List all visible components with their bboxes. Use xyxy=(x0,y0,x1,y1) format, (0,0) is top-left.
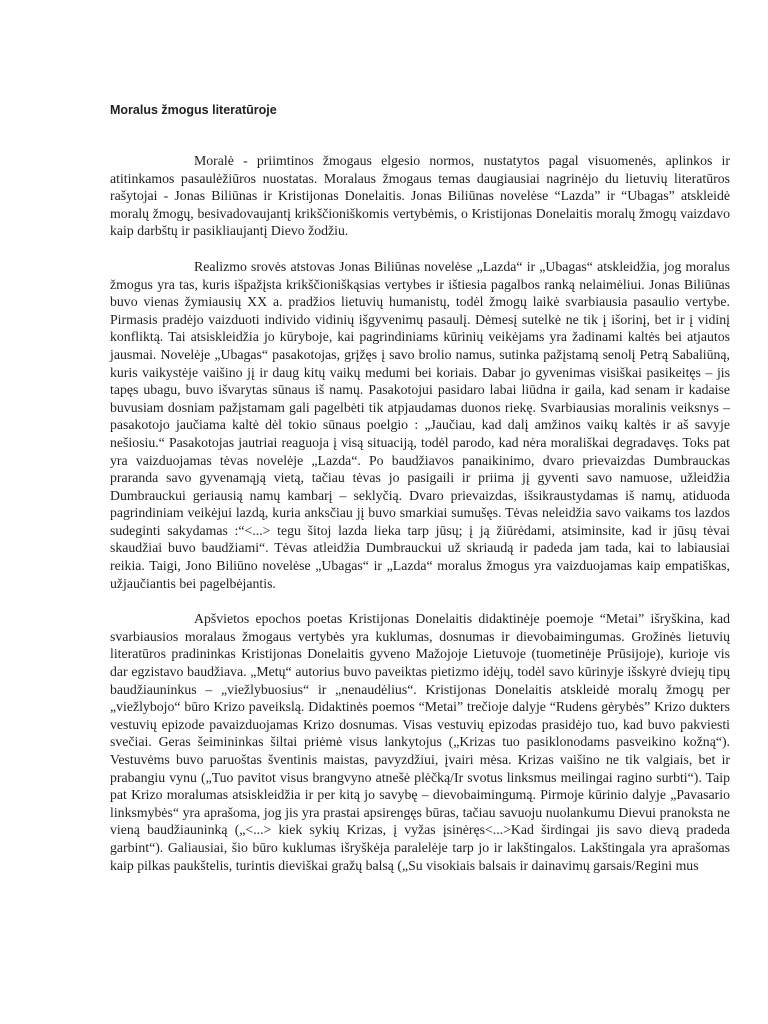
paragraph-biliunas xyxy=(110,258,730,592)
document-title: Moralus žmogus literatūroje xyxy=(110,103,277,117)
paragraph-donelaitis xyxy=(110,610,730,874)
paragraph-text: Apšvietos epochos poetas Kristijonas Donelaitis didaktinėje poemoje “Metai” išryškina, kad svarbiausios moralaus žmogaus vertybės yra kuklumas, dosnumas ir dievobaimingumas. Grožinės lietuvių literatūros pradininkas Kristijonas Donelaitis gyveno Mažojoje Lietuvoje (tuometinėje Prūsijoje), kurioje vis dar egzistavo baudžiava. „Metų“ autorius buvo paveiktas pietizmo idėjų, todėl savo kūrinyje išskyrė dviejų tipų baudžiauninkus – „viežlybuosius“ ir „nenaudėlius“. Kristijonas Donelaitis atskleidė moralų žmogų per „viežlybojo“ būro Krizo paveikslą. Didaktinės poemos “Metai” trečioje dalyje “Rudens gėrybės” Krizo dukters vestuvių epizode pavaizduojamas Krizo dosnumas. Visas vestuvių epizodas prasidėjo tuo, kad buvo pakviesti svečiai. Geras šeimininkas šiltai priėmė visus lankytojus („Krizas tuo pasiklonodams pasveikino kožną“). Vestuvėms buvo paruoštas šventinis maistas, pavyzdžiui, įvairi mėsa. Krizas vaišino ne tik valgiais, bet ir prabangiu vynu („Tuo pavitot visus brangvyno atnešė plėčką/Ir svotus linksmus meilingai ragino surbti“). Taip pat Krizo moralumas atsiskleidžia ir per kitą jo savybę – dievobaimingumą. Pirmoje kūrinio dalyje „Pavasario linksmybės“ yra aprašoma, jog jis yra prastai apsirengęs būras, tačiau savuoju nuolankumu Dievui pranoksta ne vieną baudžiauninką („<...> kiek sykių Krizas, į vyžas įsinėręs<...>Kad širdingai jis savo dievą pradeda garbint“). Galiausiai, šio būro kuklumas išryškėja paralelėje tarp jo ir lakštingalos. Lakštingala yra aprašomas kaip pilkas paukštelis, turintis dieviškai gražų balsą („Su visokiais balsais ir dainavimų garsais/Regini mus xyxy=(110,611,730,873)
document-body xyxy=(110,152,730,892)
paragraph-text: Moralė - priimtinos žmogaus elgesio normos, nustatytos pagal visuomenės, aplinkos ir atitinkamos pasaulėžiūros nuostatas. Moralaus žmogaus temas daugiausiai nagrinėjo du lietuvių literatūros rašytojai - Jonas Biliūnas ir Kristijonas Donelaitis. Jonas Biliūnas novelėse “Lazda” ir “Ubagas” atskleidė moralų žmogų, besivadovaujantį krikščioniškomis vertybėmis, o Kristijonas Donelaitis moralų žmogų vaizdavo kaip darbštų ir pasikliaujantį Dievo žodžiu. xyxy=(110,153,730,239)
paragraph-definition xyxy=(110,152,730,240)
paragraph-text: Realizmo srovės atstovas Jonas Biliūnas novelėse „Lazda“ ir „Ubagas“ atskleidžia, jog moralus žmogus yra tas, kuris išpažįsta krikščioniškąsias vertybes ir ištiesia pagalbos ranką nelaimėliui. Jonas Biliūnas buvo vienas žymiausių XX a. pradžios lietuvių humanistų, todėl žmogų laikė svarbiausia pasaulio vertybe. Pirmasis pradėjo vaizduoti individo vidinių išgyvenimų pasaulį. Dėmesį sutelkė ne tik į išorinį, bet ir į vidinį konfliktą. Tai atsiskleidžia jo kūryboje, kai pagrindiniams kūrinių veikėjams yra žadinami kaltės bei atjautos jausmai. Novelėje „Ubagas“ pasakotojas, grįžęs į savo brolio namus, sutinka pažįstamą senolį Petrą Sabaliūną, kuris vaikystėje vaišino jį ir daug kitų vaikų medumi bei koriais. Dabar jo gyvenimas visiškai pasikeitęs – jis tapęs ubagu, buvo išvarytas sūnaus iš namų. Pasakotojui pasidaro labai liūdna ir gaila, kad senam ir kadaise buvusiam dosniam pažįstamam gali pagelbėti tik atpjaudamas duonos riekę. Svarbiausias moralinis veiksnys – pasakotojo jaučiama kaltė dėl tokio sūnaus poelgio : „Jaučiau, kad dalį amžinos vaikų kaltės ir aš savyje nešiosiu.“ Pasakotojas jautriai reaguoja į visą situaciją, todėl parodo, kad nėra morališkai degradavęs. Toks pat yra vaizduojamas tėvas novelėje „Lazda“. Po baudžiavos panaikinimo, dvaro prievaizdas Dumbrauckas praranda savo gyvenamąją vietą, tačiau tėvas jo pasigaili ir priima jį gyventi savo namuose, užleidžia Dumbrauckui geriausią namų kambarį – seklyčią. Dvaro prievaizdas, išsikraustydamas iš namų, atiduoda pagrindiniam veikėjui lazdą, kuria anksčiau jį buvo smarkiai sumušęs. Tėvas neleidžia savo vaikams tos lazdos sudeginti sakydamas :“<...> tegu šitoj lazda lieka tarp jūsų; į ją žiūrėdami, atsiminsite, kad ir jūsų tėvai skaudžiai buvo baudžiami“. Tėvas atleidžia Dumbrauckui už skriaudą ir padeda jam tada, kai to labiausiai reikia. Taigi, Jono Biliūno novelėse „Ubagas“ ir „Lazda“ moralus žmogus yra vaizduojamas kaip empatiškas, užjaučiantis bei pagelbėjantis. xyxy=(110,258,730,591)
